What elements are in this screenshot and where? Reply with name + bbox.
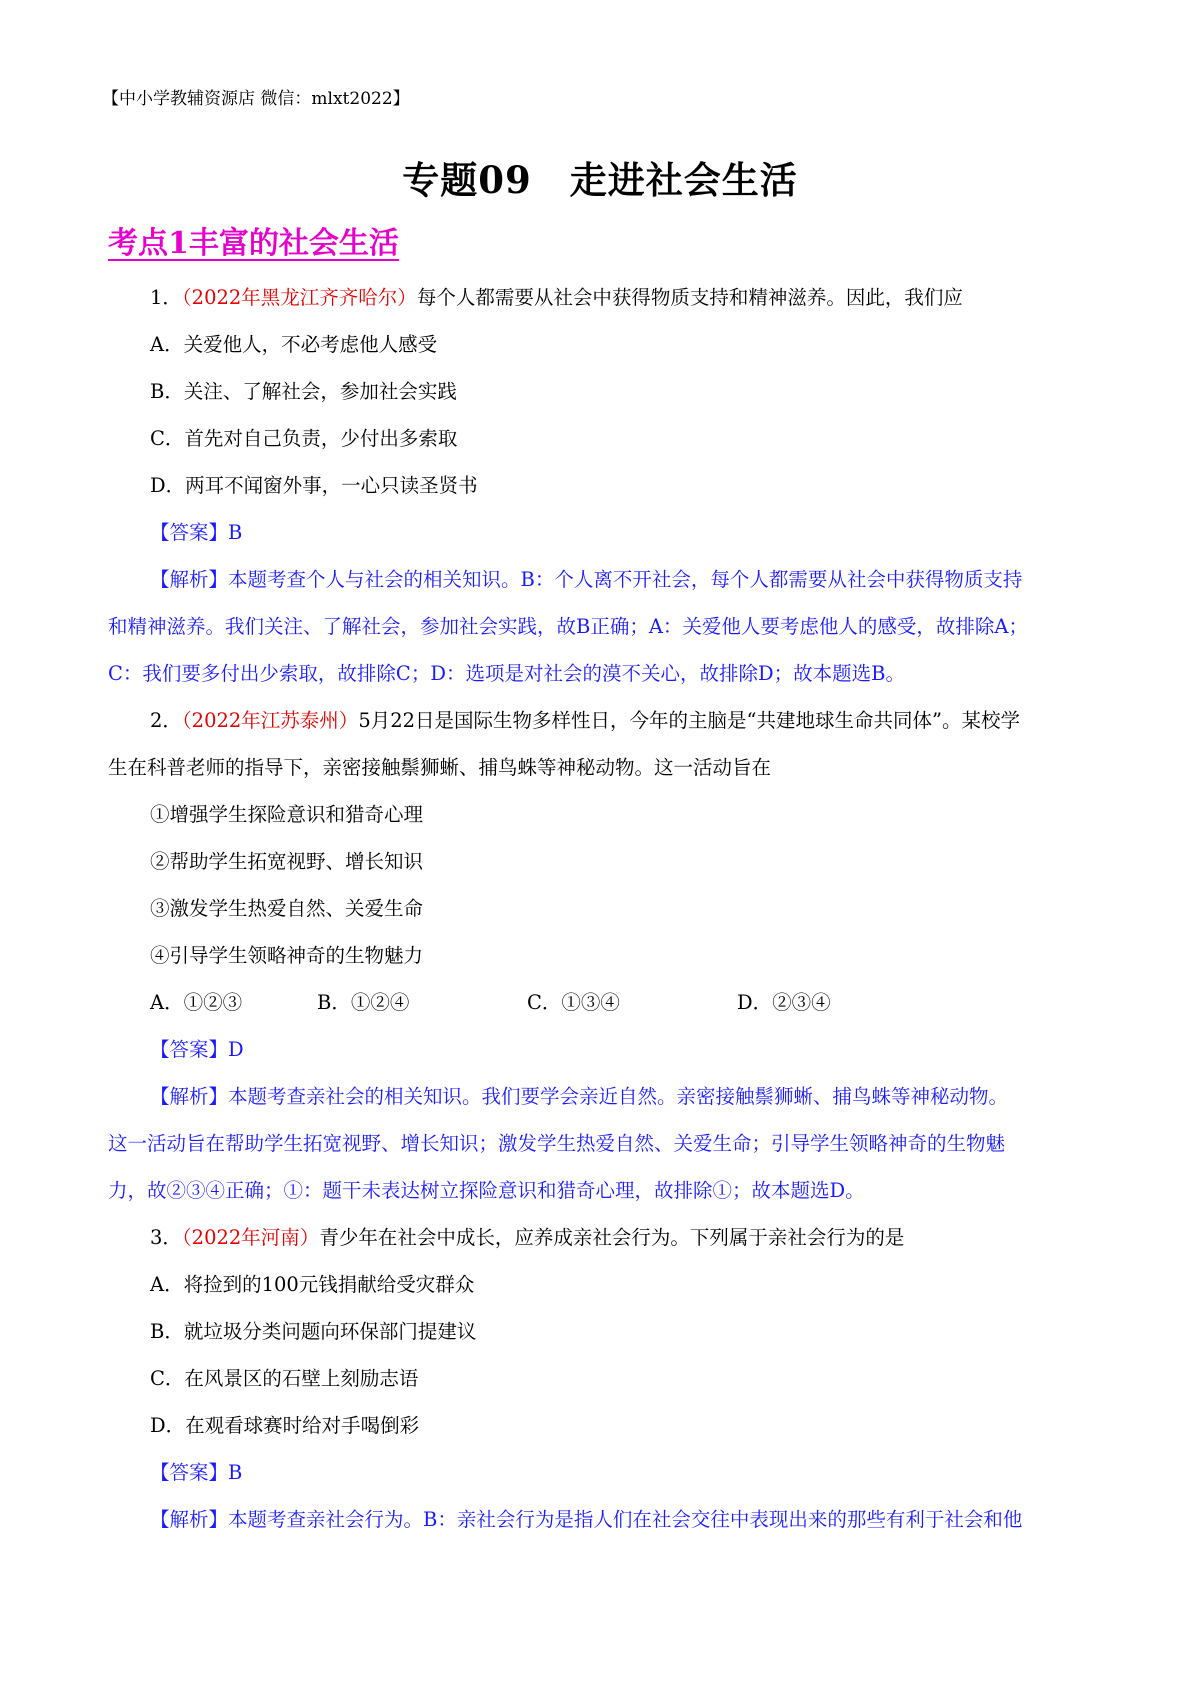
question-number: 2． (150, 709, 182, 732)
analysis-2-line: 力，故②③④正确；①：题干未表达树立探险意识和猎奇心理，故排除①；故本题选D。 (108, 1179, 865, 1202)
option-d: D．②③④ (737, 991, 831, 1014)
header-note: 【中小学教辅资源店 微信：mlxt2022】 (102, 89, 410, 109)
analysis-1-line: C：我们要多付出少索取，故排除C；D：选项是对社会的漠不关心，故排除D；故本题选B。 (108, 662, 905, 685)
analysis-1-line: 【解析】本题考查个人与社会的相关知识。B：个人离不开社会，每个人都需要从社会中获得物质支持 (150, 568, 1023, 591)
option-c: C．首先对自己负责，少付出多索取 (150, 427, 458, 450)
statement-3: ③激发学生热爱自然、关爱生命 (150, 897, 424, 920)
option-c: C．在风景区的石壁上刻励志语 (150, 1367, 419, 1390)
question-source: （2022年河南） (181, 1226, 320, 1249)
option-a: A．关爱他人，不必考虑他人感受 (150, 333, 438, 356)
section-title: 考点1丰富的社会生活 (108, 226, 399, 261)
option-a: A．将捡到的100元钱捐献给受灾群众 (150, 1273, 475, 1296)
question-source: （2022年黑龙江齐齐哈尔） (181, 286, 417, 309)
option-d: D．两耳不闻窗外事，一心只读圣贤书 (150, 474, 478, 497)
question-2-stem-cont: 生在科普老师的指导下，亲密接触鬃狮蜥、捕鸟蛛等神秘动物。这一活动旨在 (108, 756, 772, 779)
answer-value: B (228, 521, 243, 544)
question-text: 青少年在社会中成长，应养成亲社会行为。下列属于亲社会行为的是 (319, 1226, 905, 1249)
analysis-2-line: 这一活动旨在帮助学生拓宽视野、增长知识；激发学生热爱自然、关爱生命；引导学生领略神奇的生物魅 (108, 1132, 1006, 1155)
option-a: A．①②③ (150, 991, 243, 1014)
option-b: B．就垃圾分类问题向环保部门提建议 (150, 1320, 477, 1343)
analysis-1-line: 和精神滋养。我们关注、了解社会，参加社会实践，故B正确；A：关爱他人要考虑他人的感受，故排除A； (108, 615, 1028, 638)
statement-1: ①增强学生探险意识和猎奇心理 (150, 803, 424, 826)
answer-1 (150, 517, 242, 545)
option-b: B．关注、了解社会，参加社会实践 (150, 380, 457, 403)
option-d: D．在观看球赛时给对手喝倒彩 (150, 1414, 420, 1437)
analysis-3-line: 【解析】本题考查亲社会行为。B：亲社会行为是指人们在社会交往中表现出来的那些有利于社会和他 (150, 1508, 1023, 1531)
question-source: （2022年江苏泰州） (181, 709, 359, 732)
question-3-stem (150, 1222, 904, 1250)
option-c: C．①③④ (527, 991, 620, 1014)
analysis-2-line: 【解析】本题考查亲社会的相关知识。我们要学会亲近自然。亲密接触鬃狮蜥、捕鸟蛛等神秘动物。 (150, 1085, 1009, 1108)
answer-2 (150, 1034, 244, 1062)
answer-value: B (228, 1461, 243, 1484)
page-title: 专题09 走进社会生活 (402, 158, 798, 202)
answer-label: 【答案】 (150, 1038, 229, 1061)
answer-3 (150, 1457, 242, 1485)
question-text: 5月22日是国际生物多样性日，今年的主脑是“共建地球生命共同体”。某校学 (358, 709, 1020, 732)
question-1-stem (150, 282, 963, 310)
question-number: 1． (150, 286, 182, 309)
statement-2: ②帮助学生拓宽视野、增长知识 (150, 850, 424, 873)
question-number: 3． (150, 1226, 182, 1249)
answer-value: D (228, 1038, 244, 1061)
question-2-stem (150, 705, 1020, 733)
answer-label: 【答案】 (150, 521, 229, 544)
question-text: 每个人都需要从社会中获得物质支持和精神滋养。因此，我们应 (416, 286, 963, 309)
answer-label: 【答案】 (150, 1461, 229, 1484)
option-b: B．①②④ (317, 991, 410, 1014)
statement-4: ④引导学生领略神奇的生物魅力 (150, 944, 424, 967)
